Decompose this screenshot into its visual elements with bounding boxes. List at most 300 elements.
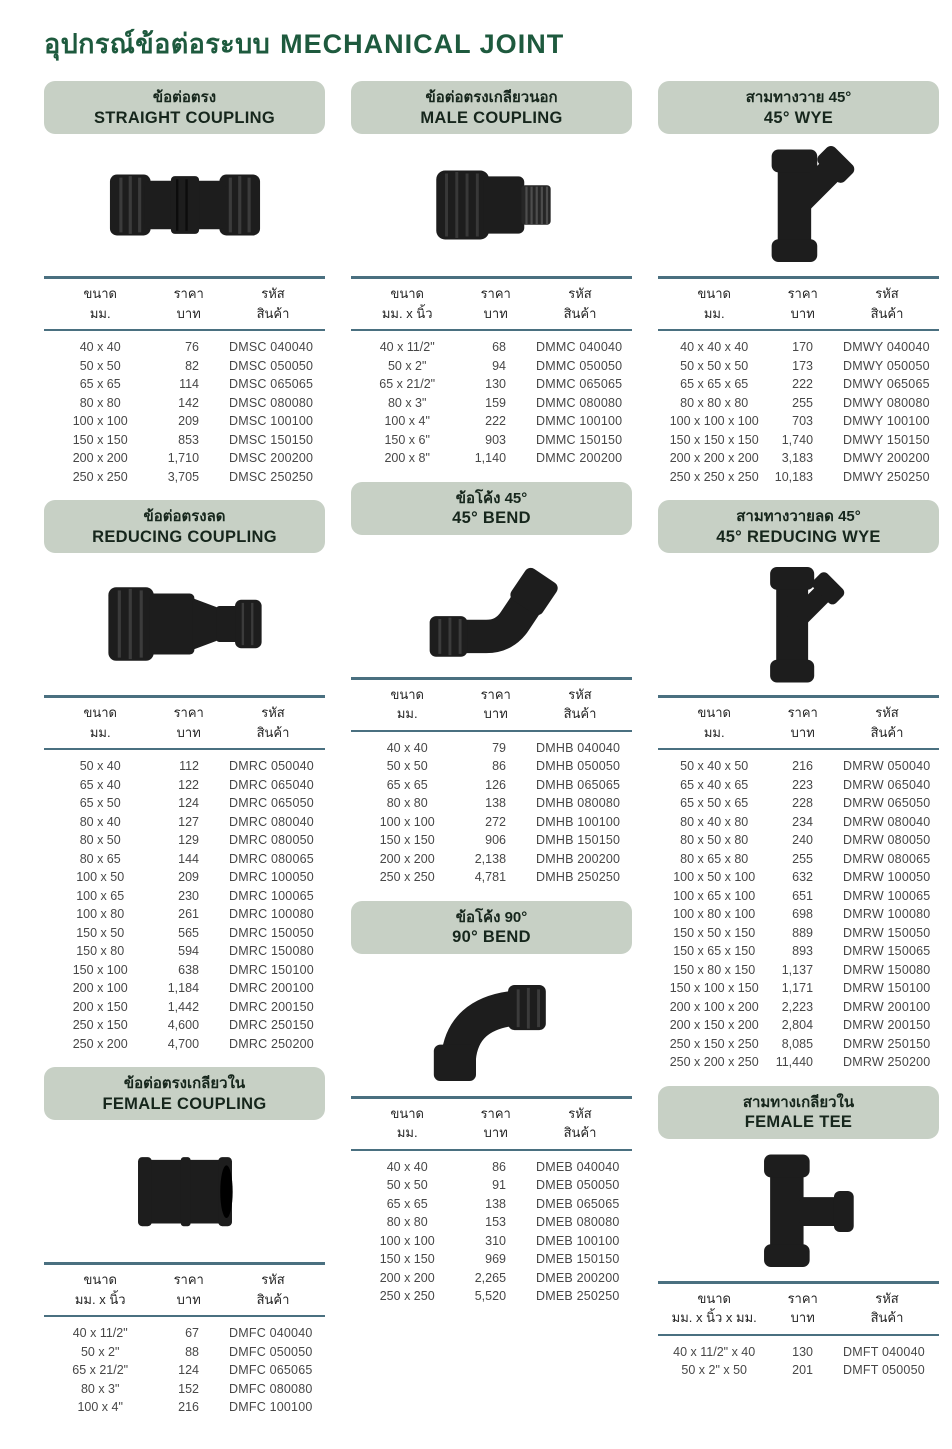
price-cell: 3,705 xyxy=(167,469,200,484)
size-cell: 100 x 65 x 100 xyxy=(673,888,756,903)
price-table xyxy=(658,1281,939,1380)
size-cell: 250 x 250 xyxy=(379,1289,435,1304)
code-cell: DMHB 080080 xyxy=(536,796,621,811)
size-cell: 250 x 200 xyxy=(72,1036,128,1051)
price-cell: 1,442 xyxy=(167,999,200,1014)
catalog-columns xyxy=(44,81,940,1431)
table-row xyxy=(44,431,325,450)
code-cell: DMEB 150150 xyxy=(536,1252,620,1267)
table-row xyxy=(658,905,939,924)
code-cell: DMRW 065050 xyxy=(843,796,931,811)
price-cell: 4,600 xyxy=(167,1018,200,1033)
size-cell: 250 x 150 x 250 xyxy=(669,1036,759,1051)
price-cell: 130 xyxy=(792,1344,814,1359)
size-cell: 50 x 40 xyxy=(79,759,121,774)
page-title xyxy=(44,22,940,65)
price-cell: 201 xyxy=(792,1363,814,1378)
size-cell: 80 x 3" xyxy=(387,395,427,410)
size-cell: 150 x 6" xyxy=(384,432,430,447)
straight-coupling-photo xyxy=(44,134,325,276)
price-cell: 893 xyxy=(792,944,814,959)
size-column-header: ขนาด มม. xyxy=(697,705,731,740)
section-title-english: FEMALE COUPLING xyxy=(102,1094,267,1113)
table-row xyxy=(658,794,939,813)
price-cell: 703 xyxy=(792,414,814,429)
section-title-thai: ข้อต่อตรงเกลียวนอก xyxy=(425,89,558,106)
table-row xyxy=(658,412,939,431)
price-cell: 11,440 xyxy=(775,1055,814,1070)
price-cell: 112 xyxy=(179,759,200,774)
size-cell: 100 x 100 xyxy=(379,814,435,829)
table-row xyxy=(351,1287,632,1306)
section-header xyxy=(44,81,325,134)
size-column-header: ขนาด มม. xyxy=(390,686,424,722)
code-cell: DMSC 200200 xyxy=(229,451,314,466)
size-column-header: ขนาด มม. xyxy=(390,1105,424,1141)
table-row xyxy=(351,794,632,813)
code-cell: DMMC 100100 xyxy=(536,414,623,429)
code-cell: DMSC 040040 xyxy=(229,340,314,355)
table-row xyxy=(351,1269,632,1288)
price-cell: 1,140 xyxy=(474,451,507,466)
price-cell: 86 xyxy=(492,759,507,774)
table-row xyxy=(658,449,939,468)
table-row xyxy=(44,1316,325,1343)
code-cell: DMRW 150065 xyxy=(843,944,931,959)
price-table xyxy=(351,276,632,468)
size-cell: 65 x 65 xyxy=(386,1196,428,1211)
section-title-thai: ข้อโค้ง 45° xyxy=(455,489,528,507)
price-cell: 698 xyxy=(792,907,814,922)
size-cell: 150 x 50 x 150 xyxy=(673,925,756,940)
table-row xyxy=(658,776,939,795)
code-cell: DMHB 050050 xyxy=(536,759,621,774)
table-header-row xyxy=(351,278,632,331)
price-table xyxy=(351,1096,632,1306)
code-cell: DMRC 080050 xyxy=(229,833,314,848)
size-cell: 50 x 50 x 50 xyxy=(680,358,749,373)
code-column-header: รหัส สินค้า xyxy=(256,705,290,740)
reducing-coupling-photo xyxy=(44,553,325,695)
size-cell: 150 x 150 x 150 xyxy=(669,432,759,447)
price-cell: 651 xyxy=(792,888,814,903)
code-cell: DMMC 065065 xyxy=(536,377,623,392)
catalog-column-3 xyxy=(658,81,939,1394)
size-cell: 200 x 200 xyxy=(379,1270,435,1285)
price-cell: 632 xyxy=(792,870,814,885)
section-header xyxy=(44,1067,325,1120)
female-tee-photo xyxy=(658,1139,939,1281)
price-column-header: ราคา บาท xyxy=(173,705,204,740)
size-cell: 80 x 50 xyxy=(79,833,121,848)
section-title-thai: สามทางวาย 45° xyxy=(745,89,852,106)
table-row xyxy=(351,394,632,413)
price-cell: 1,184 xyxy=(167,981,200,996)
table-row xyxy=(351,831,632,850)
size-cell: 150 x 80 xyxy=(76,944,125,959)
female-coupling-section xyxy=(44,1067,325,1417)
table-row xyxy=(351,1232,632,1251)
reducing-coupling-section xyxy=(44,500,325,1053)
bend-45-section xyxy=(351,482,632,887)
size-cell: 80 x 3" xyxy=(80,1381,120,1396)
code-cell: DMEB 065065 xyxy=(536,1196,620,1211)
section-title-thai: ข้อต่อตรงเกลียวใน xyxy=(123,1075,246,1093)
code-column-header: รหัส สินค้า xyxy=(256,1272,290,1307)
price-cell: 216 xyxy=(792,759,814,774)
price-cell: 153 xyxy=(485,1215,507,1230)
size-column-header: ขนาด มม. xyxy=(697,286,731,321)
price-cell: 122 xyxy=(178,777,200,792)
size-cell: 40 x 40 xyxy=(79,340,121,355)
price-cell: 4,781 xyxy=(474,870,507,885)
code-cell: DMRW 250200 xyxy=(843,1055,931,1070)
table-row xyxy=(658,850,939,869)
price-cell: 255 xyxy=(792,851,814,866)
size-cell: 100 x 80 xyxy=(76,907,125,922)
table-row xyxy=(351,776,632,795)
table-row xyxy=(351,412,632,431)
table-row xyxy=(44,961,325,980)
size-cell: 150 x 150 xyxy=(379,1252,435,1267)
table-row xyxy=(351,850,632,869)
price-cell: 906 xyxy=(485,833,507,848)
price-cell: 1,171 xyxy=(781,981,814,996)
code-cell: DMMC 040040 xyxy=(536,340,623,355)
table-row xyxy=(351,449,632,468)
code-cell: DMRC 150080 xyxy=(229,944,314,959)
code-cell: DMHB 150150 xyxy=(536,833,621,848)
code-cell: DMRW 080040 xyxy=(843,814,931,829)
price-cell: 230 xyxy=(178,888,200,903)
size-cell: 200 x 150 xyxy=(72,999,128,1014)
size-cell: 65 x 40 xyxy=(79,777,121,792)
price-cell: 209 xyxy=(178,870,200,885)
price-cell: 5,520 xyxy=(474,1289,507,1304)
code-cell: DMEB 050050 xyxy=(536,1178,620,1193)
price-cell: 8,085 xyxy=(781,1036,814,1051)
code-cell: DMRC 065040 xyxy=(229,777,314,792)
catalog-column-2 xyxy=(351,81,632,1320)
size-cell: 50 x 2" xyxy=(387,358,427,373)
size-cell: 65 x 65 xyxy=(386,777,428,792)
code-column-header: รหัส สินค้า xyxy=(563,1105,597,1141)
size-cell: 80 x 80 xyxy=(386,796,428,811)
table-row xyxy=(44,412,325,431)
size-cell: 65 x 21/2" xyxy=(379,377,436,392)
size-cell: 100 x 4" xyxy=(77,1400,123,1415)
price-table xyxy=(44,1262,325,1417)
code-cell: DMSC 100100 xyxy=(229,414,314,429)
section-header xyxy=(658,81,939,134)
size-cell: 80 x 80 xyxy=(79,395,121,410)
table-row xyxy=(658,887,939,906)
table-header-row xyxy=(658,697,939,750)
price-cell: 124 xyxy=(178,796,200,811)
table-row xyxy=(351,431,632,450)
size-cell: 50 x 50 xyxy=(386,759,428,774)
price-cell: 91 xyxy=(492,1178,507,1193)
bend-90-photo xyxy=(351,954,632,1096)
code-cell: DMRC 150100 xyxy=(229,962,314,977)
size-column-header: ขนาด มม. x นิ้ว x มม. xyxy=(671,1290,757,1326)
code-cell: DMHB 065065 xyxy=(536,777,621,792)
size-cell: 40 x 11/2" xyxy=(72,1326,128,1341)
size-cell: 65 x 50 x 65 xyxy=(680,796,749,811)
size-cell: 100 x 80 x 100 xyxy=(673,907,756,922)
code-cell: DMEB 100100 xyxy=(536,1233,620,1248)
table-row xyxy=(658,961,939,980)
code-cell: DMWY 040040 xyxy=(843,340,930,355)
section-title-english: 90° BEND xyxy=(452,928,531,947)
table-header-row xyxy=(44,697,325,750)
price-cell: 76 xyxy=(185,340,200,355)
size-cell: 200 x 8" xyxy=(384,451,430,466)
code-cell: DMMC 050050 xyxy=(536,358,623,373)
price-cell: 234 xyxy=(792,814,814,829)
section-header xyxy=(351,81,632,134)
price-cell: 130 xyxy=(485,377,507,392)
size-column-header: ขนาด มม. x นิ้ว xyxy=(74,1272,126,1307)
table-header-row xyxy=(351,678,632,731)
size-cell: 40 x 11/2" x 40 xyxy=(673,1344,756,1359)
table-row xyxy=(44,924,325,943)
price-cell: 255 xyxy=(792,395,814,410)
code-column-header: รหัส สินค้า xyxy=(563,286,597,321)
code-cell: DMWY 050050 xyxy=(843,358,930,373)
bend-45-photo xyxy=(351,535,632,677)
size-cell: 40 x 11/2" xyxy=(379,340,435,355)
size-cell: 100 x 50 x 100 xyxy=(673,870,756,885)
section-header xyxy=(44,500,325,553)
bend-90-section xyxy=(351,901,632,1306)
section-header xyxy=(351,482,632,535)
table-row xyxy=(351,731,632,758)
code-cell: DMSC 065065 xyxy=(229,377,314,392)
table-row xyxy=(351,1150,632,1177)
table-row xyxy=(658,330,939,357)
size-cell: 80 x 40 xyxy=(79,814,121,829)
price-cell: 3,183 xyxy=(781,451,814,466)
table-row xyxy=(658,998,939,1017)
table-row xyxy=(351,1213,632,1232)
code-column-header: รหัส สินค้า xyxy=(870,705,904,740)
size-cell: 250 x 250 x 250 xyxy=(669,469,759,484)
price-cell: 223 xyxy=(792,777,814,792)
table-row xyxy=(351,357,632,376)
table-row xyxy=(658,924,939,943)
table-row xyxy=(658,1335,939,1362)
table-row xyxy=(658,813,939,832)
price-column-header: ราคา บาท xyxy=(787,705,818,740)
table-row xyxy=(351,375,632,394)
price-table xyxy=(44,276,325,486)
size-cell: 80 x 80 x 80 xyxy=(680,395,749,410)
size-cell: 150 x 50 xyxy=(76,925,125,940)
table-row xyxy=(658,942,939,961)
code-cell: DMFT 050050 xyxy=(843,1363,925,1378)
code-column-header: รหัส สินค้า xyxy=(870,1290,904,1326)
price-cell: 138 xyxy=(485,796,507,811)
code-cell: DMEB 250250 xyxy=(536,1289,620,1304)
price-cell: 565 xyxy=(178,925,200,940)
female-tee-section xyxy=(658,1086,939,1380)
price-cell: 594 xyxy=(178,944,200,959)
size-cell: 65 x 21/2" xyxy=(72,1363,129,1378)
price-cell: 142 xyxy=(178,395,200,410)
price-cell: 173 xyxy=(792,358,814,373)
price-column-header: ราคา บาท xyxy=(787,286,818,321)
code-cell: DMFC 065065 xyxy=(229,1363,313,1378)
size-column-header: ขนาด มม. x นิ้ว xyxy=(381,286,433,321)
size-cell: 40 x 40 xyxy=(386,740,428,755)
table-row xyxy=(658,868,939,887)
code-cell: DMRC 080040 xyxy=(229,814,314,829)
table-row xyxy=(658,749,939,776)
size-cell: 50 x 50 xyxy=(386,1178,428,1193)
code-cell: DMFC 080080 xyxy=(229,1381,313,1396)
table-row xyxy=(44,449,325,468)
size-cell: 80 x 65 xyxy=(79,851,121,866)
size-cell: 100 x 65 xyxy=(76,888,125,903)
table-row xyxy=(351,330,632,357)
table-row xyxy=(44,979,325,998)
price-cell: 209 xyxy=(178,414,200,429)
section-title-thai: สามทางเกลียวใน xyxy=(742,1093,855,1111)
code-cell: DMRW 080050 xyxy=(843,833,931,848)
price-cell: 261 xyxy=(178,907,200,922)
size-cell: 250 x 200 x 250 xyxy=(669,1055,759,1070)
price-column-header: ราคา บาท xyxy=(480,1105,511,1141)
size-cell: 100 x 4" xyxy=(384,414,430,429)
table-row xyxy=(44,1035,325,1054)
code-cell: DMWY 150150 xyxy=(843,432,930,447)
price-cell: 2,804 xyxy=(781,1018,814,1033)
section-title-thai: ข้อโค้ง 90° xyxy=(455,908,528,926)
price-table xyxy=(658,276,939,486)
size-cell: 80 x 50 x 80 xyxy=(680,833,749,848)
code-cell: DMHB 100100 xyxy=(536,814,621,829)
code-cell: DMFC 050050 xyxy=(229,1344,313,1359)
price-cell: 216 xyxy=(178,1400,200,1415)
table-row xyxy=(44,749,325,776)
code-cell: DMRW 200100 xyxy=(843,999,931,1014)
size-cell: 250 x 250 xyxy=(72,469,128,484)
code-cell: DMRC 050040 xyxy=(229,759,314,774)
size-cell: 200 x 100 x 200 xyxy=(669,999,759,1014)
size-cell: 200 x 150 x 200 xyxy=(669,1018,759,1033)
price-cell: 903 xyxy=(485,432,507,447)
size-cell: 150 x 150 xyxy=(72,432,128,447)
price-column-header: ราคา บาท xyxy=(173,1272,204,1307)
size-cell: 50 x 2" x 50 xyxy=(681,1363,747,1378)
page-title-english: MECHANICAL JOINT xyxy=(280,29,565,59)
price-table xyxy=(658,695,939,1072)
code-cell: DMRW 150100 xyxy=(843,981,931,996)
reducing-wye-45-photo xyxy=(658,553,939,695)
table-row xyxy=(658,1361,939,1380)
code-column-header: รหัส สินค้า xyxy=(870,286,904,321)
size-cell: 100 x 100 xyxy=(379,1233,435,1248)
section-header xyxy=(351,901,632,954)
size-cell: 150 x 80 x 150 xyxy=(673,962,756,977)
price-cell: 126 xyxy=(485,777,507,792)
male-coupling-photo xyxy=(351,134,632,276)
price-cell: 159 xyxy=(485,395,507,410)
table-row xyxy=(351,1176,632,1195)
price-cell: 969 xyxy=(485,1252,507,1267)
size-cell: 80 x 80 xyxy=(386,1215,428,1230)
price-cell: 240 xyxy=(792,833,814,848)
code-cell: DMFC 100100 xyxy=(229,1400,313,1415)
size-cell: 100 x 100 xyxy=(72,414,128,429)
price-cell: 310 xyxy=(485,1233,507,1248)
section-header xyxy=(658,1086,939,1139)
table-row xyxy=(658,1016,939,1035)
table-row xyxy=(351,1250,632,1269)
table-row xyxy=(44,905,325,924)
size-cell: 65 x 65 x 65 xyxy=(680,377,749,392)
price-cell: 152 xyxy=(178,1381,200,1396)
table-row xyxy=(658,1053,939,1072)
table-row xyxy=(44,375,325,394)
size-cell: 250 x 150 xyxy=(72,1018,128,1033)
table-row xyxy=(44,1398,325,1417)
size-cell: 80 x 40 x 80 xyxy=(680,814,749,829)
code-cell: DMRW 080065 xyxy=(843,851,931,866)
table-row xyxy=(44,831,325,850)
price-column-header: ราคา บาท xyxy=(480,286,511,321)
table-row xyxy=(658,979,939,998)
price-cell: 94 xyxy=(492,358,507,373)
table-row xyxy=(658,375,939,394)
code-cell: DMRW 100050 xyxy=(843,870,931,885)
size-cell: 50 x 2" xyxy=(80,1344,120,1359)
wye-45-photo xyxy=(658,134,939,276)
code-cell: DMWY 100100 xyxy=(843,414,930,429)
section-title-thai: ข้อต่อตรง xyxy=(152,89,217,106)
code-cell: DMHB 250250 xyxy=(536,870,621,885)
price-cell: 1,137 xyxy=(781,962,814,977)
table-row xyxy=(351,757,632,776)
section-title-english: MALE COUPLING xyxy=(420,108,563,127)
size-cell: 40 x 40 xyxy=(386,1159,428,1174)
code-cell: DMRW 200150 xyxy=(843,1018,931,1033)
table-row xyxy=(44,813,325,832)
size-cell: 200 x 200 xyxy=(72,451,128,466)
straight-coupling-section xyxy=(44,81,325,486)
price-cell: 889 xyxy=(792,925,814,940)
price-cell: 2,138 xyxy=(474,851,507,866)
code-cell: DMRC 100050 xyxy=(229,870,314,885)
price-cell: 228 xyxy=(792,796,814,811)
price-cell: 127 xyxy=(178,814,200,829)
price-cell: 4,700 xyxy=(167,1036,200,1051)
price-cell: 68 xyxy=(492,340,507,355)
table-row xyxy=(44,330,325,357)
table-row xyxy=(44,1343,325,1362)
table-row xyxy=(44,850,325,869)
price-cell: 82 xyxy=(185,358,200,373)
code-cell: DMSC 080080 xyxy=(229,395,314,410)
price-cell: 88 xyxy=(185,1344,200,1359)
code-cell: DMRW 150050 xyxy=(843,925,931,940)
code-cell: DMRW 100080 xyxy=(843,907,931,922)
size-cell: 80 x 65 x 80 xyxy=(680,851,749,866)
size-cell: 150 x 65 x 150 xyxy=(673,944,756,959)
wye-45-section xyxy=(658,81,939,486)
section-header xyxy=(658,500,939,553)
